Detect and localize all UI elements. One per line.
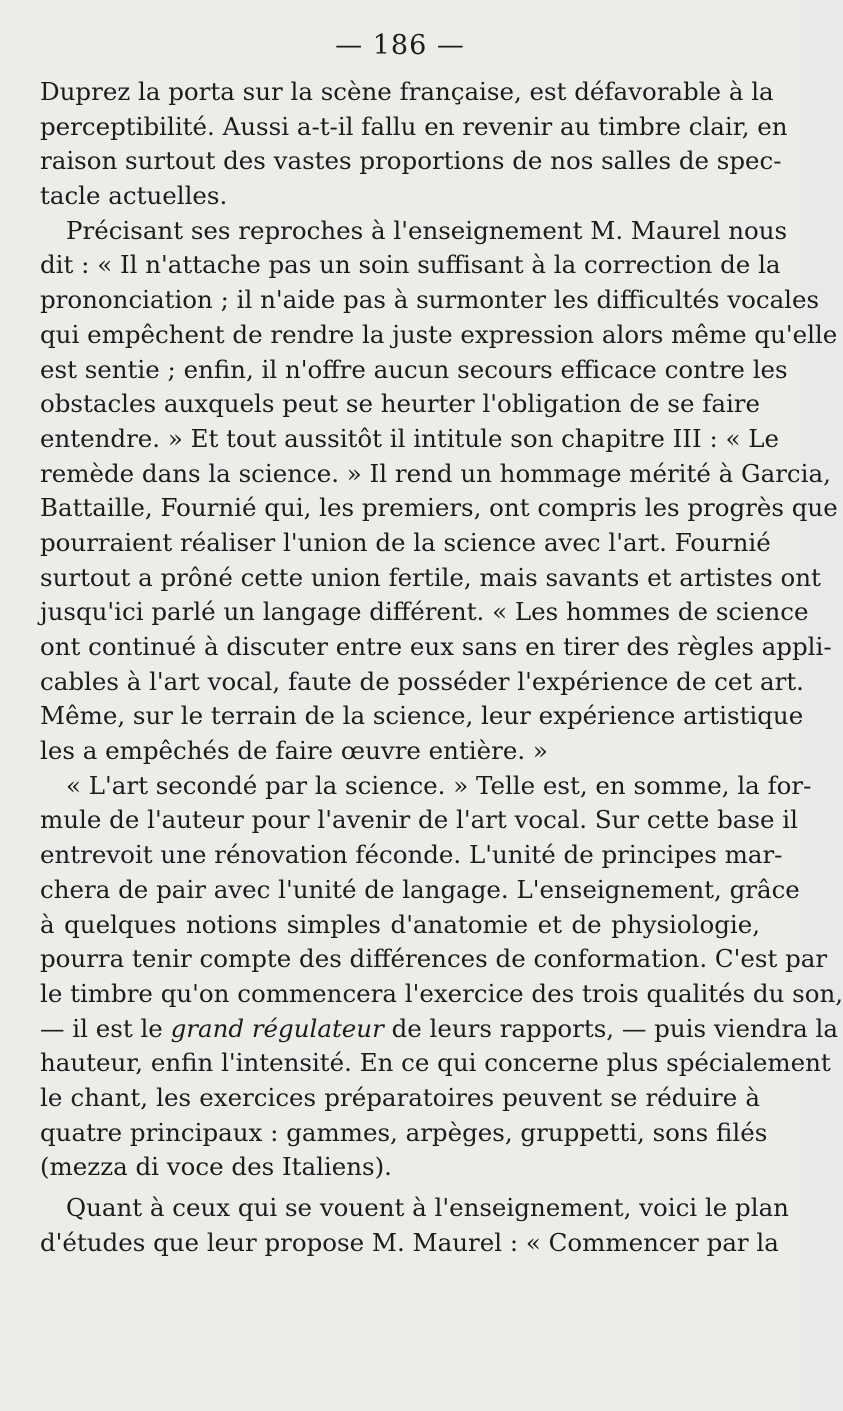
- text-line: quatre principaux : gammes, arpèges, gruppetti, sons filés: [40, 1117, 768, 1147]
- text-line: (mezza di voce des Italiens).: [40, 1152, 392, 1182]
- text-line: remède dans la science. » Il rend un hommage mérité à Garcia,: [40, 458, 831, 488]
- text-line: pourraient réaliser l'union de la science avec l'art. Fournié: [40, 527, 771, 557]
- text-line: ont continué à discuter entre eux sans en tirer des règles appli-: [40, 632, 832, 661]
- text-line: entendre. » Et tout aussitôt il intitule son chapitre III : « Le: [40, 423, 780, 453]
- text-line: Duprez la porta sur la scène française, est défavorable à la: [40, 77, 774, 106]
- text-line: chera de pair avec l'unité de langage. L'enseignement, grâce: [40, 874, 800, 904]
- text-line-with-italic: [40, 1012, 839, 1047]
- text-line: Précisant ses reproches à l'enseignement M. Maurel nous: [66, 215, 788, 245]
- text-line: hauteur, enfin l'intensité. En ce qui concerne plus spécialement: [40, 1048, 831, 1078]
- text-line: d'études que leur propose M. Maurel : « Commencer par la: [40, 1227, 779, 1257]
- text-line: surtout a prôné cette union fertile, mais savants et artistes ont: [40, 562, 821, 592]
- text-line: Quant à ceux qui se vouent à l'enseignement, voici le plan: [66, 1193, 789, 1222]
- text-line: raison surtout des vastes proportions de nos salles de spec-: [40, 146, 782, 176]
- text-line: Même, sur le terrain de la science, leur expérience artistique: [40, 701, 804, 731]
- text-line: qui empêchent de rendre la juste expression alors même qu'elle: [40, 319, 838, 349]
- text-line: dit : « Il n'attache pas un soin suffisant à la correction de la: [40, 250, 781, 280]
- text-line: pourra tenir compte des différences de conformation. C'est par: [40, 944, 828, 974]
- text-line: à quelques notions simples d'anatomie et de physiologie,: [40, 909, 760, 939]
- text-line: jusqu'ici parlé un langage différent. « Les hommes de science: [40, 597, 809, 627]
- text-line: « L'art secondé par la science. » Telle est, en somme, la for-: [66, 770, 812, 800]
- text-line: les a empêchés de faire œuvre entière. »: [40, 736, 548, 766]
- text-line: prononciation ; il n'aide pas à surmonter les difficultés vocales: [40, 285, 820, 315]
- text-line: cables à l'art vocal, faute de posséder l'expérience de cet art.: [40, 666, 804, 696]
- text-line: mule de l'auteur pour l'avenir de l'art vocal. Sur cette base il: [40, 805, 798, 835]
- text-segment: — il est le: [40, 1013, 171, 1043]
- italic-phrase: grand régulateur: [170, 1013, 384, 1043]
- text-segment: de leurs rapports, — puis viendra la: [383, 1013, 839, 1043]
- text-line: est sentie ; enfin, il n'offre aucun secours efficace contre les: [40, 354, 788, 384]
- text-line: Battaille, Fournié qui, les premiers, ont compris les progrès que: [40, 493, 838, 523]
- text-line: entrevoit une rénovation féconde. L'unité de principes mar-: [40, 840, 783, 870]
- text-line: le chant, les exercices préparatoires peuvent se réduire à: [40, 1082, 760, 1112]
- text-line: tacle actuelles.: [40, 181, 228, 211]
- text-line: obstacles auxquels peut se heurter l'obligation de se faire: [40, 389, 760, 419]
- text-line: perceptibilité. Aussi a-t-il fallu en revenir au timbre clair, en: [40, 111, 788, 141]
- page-number: — 186 —: [335, 30, 465, 61]
- body-text: [40, 75, 843, 1260]
- text-line: le timbre qu'on commencera l'exercice des trois qualités du son,: [40, 978, 843, 1008]
